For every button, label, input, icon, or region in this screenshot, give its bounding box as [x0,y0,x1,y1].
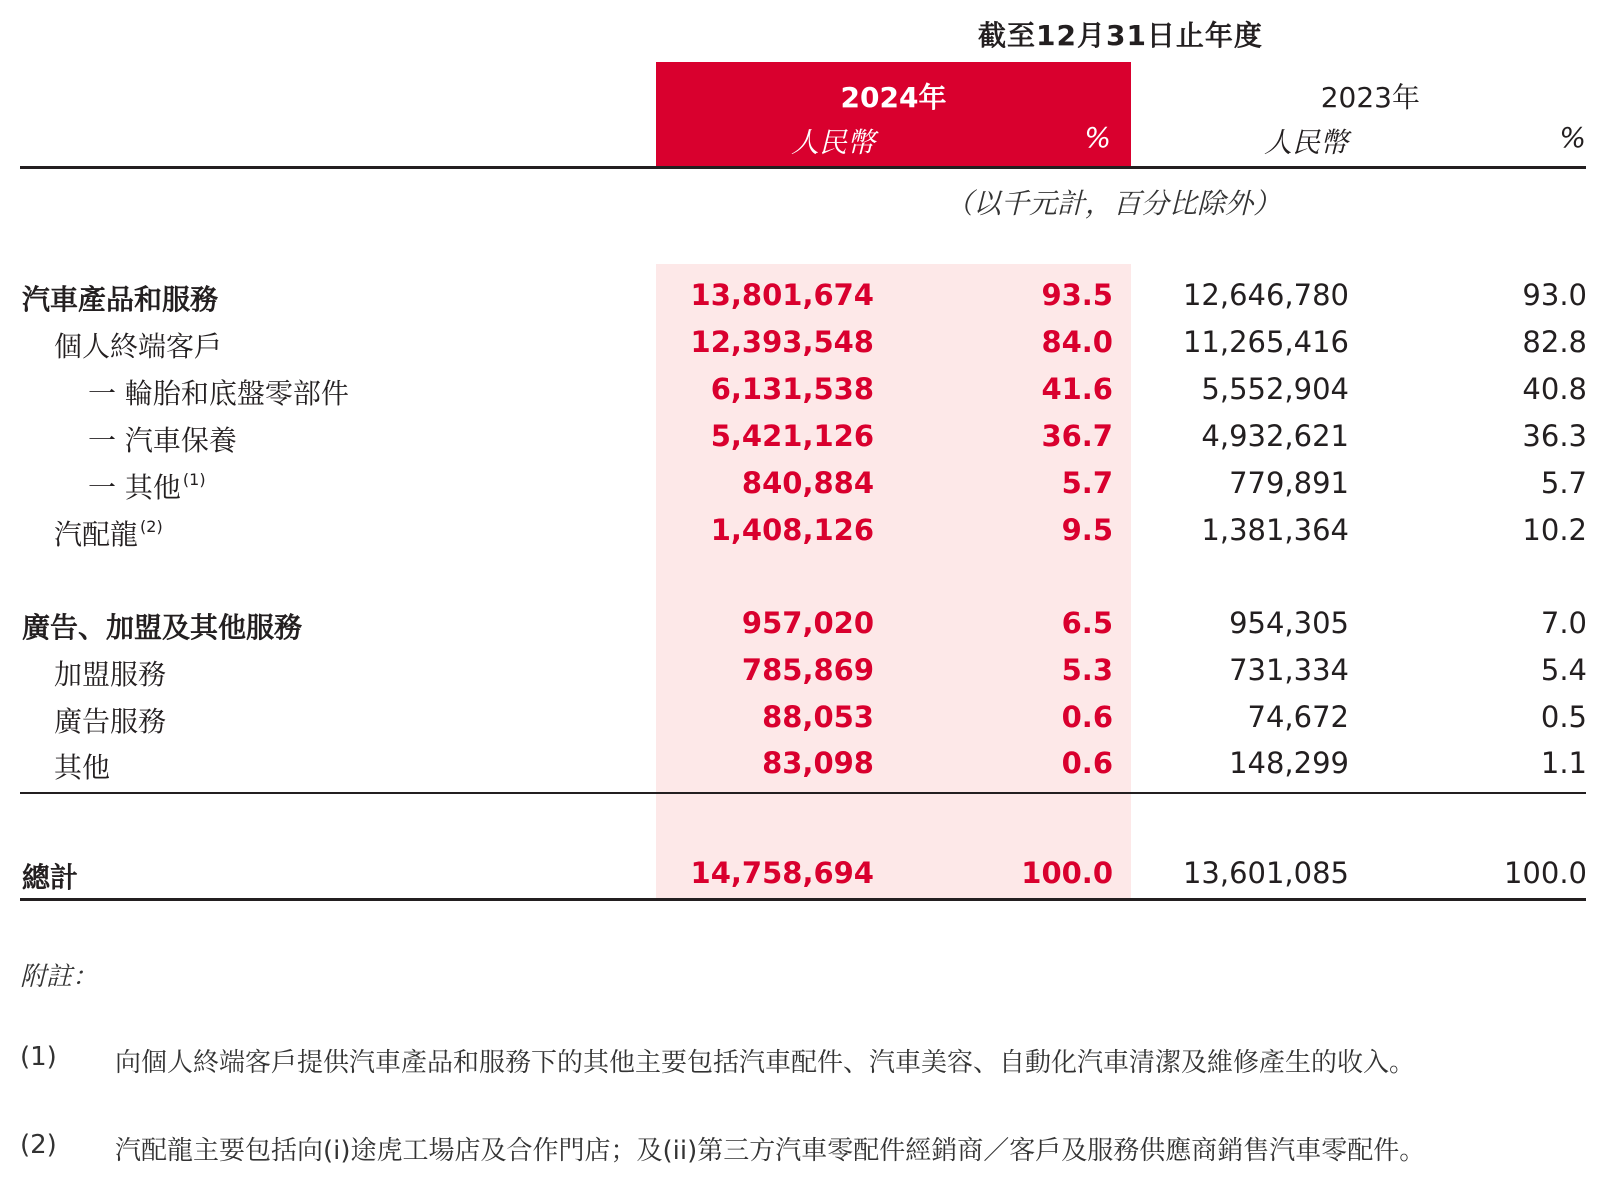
row-label-text: 廣告服務 [54,705,167,738]
row-label [22,278,218,318]
notes-title: 附註： [20,962,99,992]
row-label-text: 汽配龍 [54,518,139,551]
row-label [54,325,222,365]
current-year-label: 2024年 [840,81,947,114]
table-row [0,419,1608,465]
current-amount: 840,884 [741,466,874,500]
prev-percent: 5.4 [1540,653,1587,687]
header-rule [20,166,1586,169]
current-amount: 5,421,126 [710,419,874,453]
table-row [0,653,1608,699]
row-label [54,513,163,553]
current-percent: 41.6 [1041,372,1113,406]
row-label-text: 個人終端客戶 [54,330,223,363]
prev-amount: 4,932,621 [1201,419,1349,453]
row-label-text: 總計 [22,861,79,894]
current-percent: 6.5 [1061,606,1113,640]
row-label [22,856,78,896]
prev-percent: 5.7 [1540,466,1587,500]
prev-currency-label: 人民幣 [1263,126,1348,159]
current-amount: 14,758,694 [690,856,874,890]
row-label-text: 一 輪胎和底盤零部件 [88,377,349,410]
table-row [0,700,1608,746]
current-percent-label: % [1084,121,1111,154]
row-label [22,606,302,646]
current-amount: 13,801,674 [690,278,874,312]
row-label [88,372,349,412]
footnote-marker: (1) [182,470,206,489]
current-percent: 36.7 [1041,419,1113,453]
prev-percent: 82.8 [1522,325,1587,359]
row-label-text: 汽車產品和服務 [22,283,219,316]
row-label [54,700,166,740]
prev-amount: 1,381,364 [1201,513,1349,547]
prev-amount: 779,891 [1229,466,1349,500]
table-row [0,513,1608,559]
prev-percent: 36.3 [1522,419,1587,453]
current-percent: 0.6 [1061,746,1113,780]
current-currency-label: 人民幣 [790,126,875,159]
note-2-number: (2) [20,1130,57,1160]
current-percent: 5.3 [1061,653,1113,687]
prev-percent: 40.8 [1522,372,1587,406]
prev-percent: 0.5 [1540,700,1587,734]
current-amount: 785,869 [741,653,874,687]
prev-amount: 954,305 [1229,606,1349,640]
prev-percent: 1.1 [1540,746,1587,780]
table-row [0,746,1608,792]
note-1-number: (1) [20,1042,57,1072]
row-label-text: 廣告、加盟及其他服務 [22,611,303,644]
row-label-text: 加盟服務 [54,658,167,691]
current-percent: 84.0 [1041,325,1113,359]
current-amount: 12,393,548 [690,325,874,359]
note-1-text: 向個人終端客戶提供汽車產品和服務下的其他主要包括汽車配件、汽車美容、自動化汽車清潔及維修產生的收入。 [115,1048,1416,1078]
row-label-text: 其他 [54,751,111,784]
table-row [0,325,1608,371]
table-row [0,278,1608,324]
row-label-text: 一 其他 [88,471,181,504]
prev-percent: 100.0 [1503,856,1587,890]
prev-amount: 11,265,416 [1182,325,1349,359]
table-row [0,466,1608,512]
current-amount: 957,020 [741,606,874,640]
prev-amount: 148,299 [1229,746,1349,780]
prev-year-label: 2023年 [1320,81,1420,114]
row-label [54,746,110,786]
total-rule [20,898,1586,901]
prev-amount: 731,334 [1229,653,1349,687]
prev-amount: 74,672 [1247,700,1349,734]
prev-amount: 13,601,085 [1182,856,1349,890]
table-row [0,606,1608,652]
current-percent: 100.0 [1021,856,1113,890]
row-label [88,466,206,506]
subtotal-rule [20,792,1586,794]
note-2-text: 汽配龍主要包括向(i)途虎工場店及合作門店；及(ii)第三方汽車零配件經銷商／客戶及服務供應商銷售汽車零配件。 [115,1136,1426,1166]
unit-note: （以千元計，百分比除外） [945,187,1282,220]
prev-percent-label: % [1559,121,1586,154]
current-percent: 0.6 [1061,700,1113,734]
current-amount: 6,131,538 [710,372,874,406]
table-row [0,372,1608,418]
prev-percent: 93.0 [1522,278,1587,312]
current-amount: 1,408,126 [710,513,874,547]
prev-percent: 10.2 [1522,513,1587,547]
current-amount: 88,053 [762,700,874,734]
row-label [54,653,166,693]
period-heading: 截至12月31日止年度 [978,19,1263,52]
current-percent: 5.7 [1061,466,1113,500]
prev-amount: 5,552,904 [1201,372,1349,406]
row-label-text: 一 汽車保養 [88,424,237,457]
footnote-marker: (2) [140,517,163,536]
prev-percent: 7.0 [1540,606,1587,640]
current-amount: 83,098 [762,746,874,780]
row-label [88,419,237,459]
current-percent: 9.5 [1061,513,1113,547]
prev-amount: 12,646,780 [1182,278,1349,312]
current-percent: 93.5 [1041,278,1113,312]
table-row [0,856,1608,902]
